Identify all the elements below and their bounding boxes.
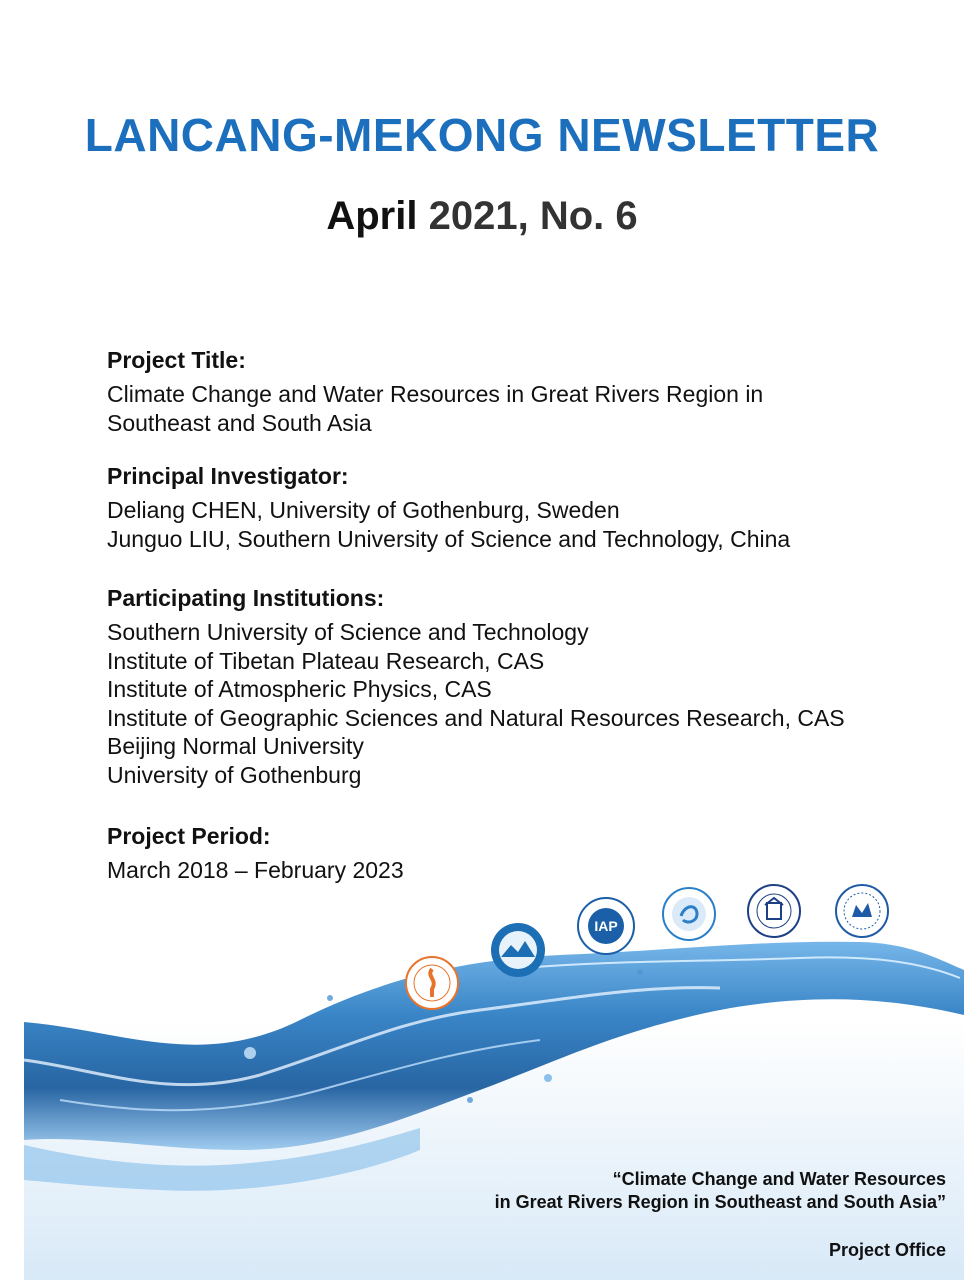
section-heading: Project Period: <box>107 823 271 849</box>
section-line: Institute of Tibetan Plateau Research, CAS <box>107 647 545 674</box>
footer-project-office: Project Office <box>828 1240 946 1260</box>
footer-quote-line: “Climate Change and Water Resources <box>612 1169 946 1189</box>
gothenburg-seal-icon <box>834 883 890 939</box>
project-title-section <box>107 347 927 437</box>
section-line: Junguo LIU, Southern University of Science and Technology, China <box>107 525 791 552</box>
section-heading: Principal Investigator: <box>107 463 349 489</box>
bnu-seal-icon <box>746 883 802 939</box>
principal-investigator-section <box>107 463 927 553</box>
footer-project-quote <box>495 1168 946 1214</box>
section-heading: Project Title: <box>107 347 246 373</box>
section-line: Institute of Atmospheric Physics, CAS <box>107 676 492 702</box>
participating-institutions-section <box>107 585 927 789</box>
section-line: March 2018 – February 2023 <box>107 857 404 883</box>
section-line: Institute of Geographic Sciences and Natural Resources Research, CAS <box>107 704 845 731</box>
section-line: Southeast and South Asia <box>107 409 372 436</box>
section-line: University of Gothenburg <box>107 761 362 788</box>
sustech-seal-icon <box>404 955 460 1011</box>
newsletter-title: LANCANG-MEKONG NEWSLETTER <box>84 109 880 161</box>
svg-text:IAP: IAP <box>594 918 618 934</box>
section-heading: Participating Institutions: <box>107 585 385 611</box>
itpcas-seal-icon <box>489 921 547 979</box>
footer-quote-line: in Great Rivers Region in Southeast and South Asia” <box>494 1192 946 1212</box>
issue-line <box>0 194 964 239</box>
water-splash-image <box>0 900 964 1280</box>
igsnrr-seal-icon <box>661 886 717 942</box>
project-period-section <box>107 823 927 885</box>
issue-month: April <box>326 194 418 238</box>
issue-number: 2021, No. 6 <box>428 194 638 238</box>
section-line: Beijing Normal University <box>107 733 364 759</box>
section-line: Deliang CHEN, University of Gothenburg, Sweden <box>107 497 620 523</box>
section-line: Southern University of Science and Technology <box>107 619 589 645</box>
iap-seal-icon <box>576 896 636 956</box>
section-line: Climate Change and Water Resources in Great Rivers Region in <box>107 381 764 407</box>
